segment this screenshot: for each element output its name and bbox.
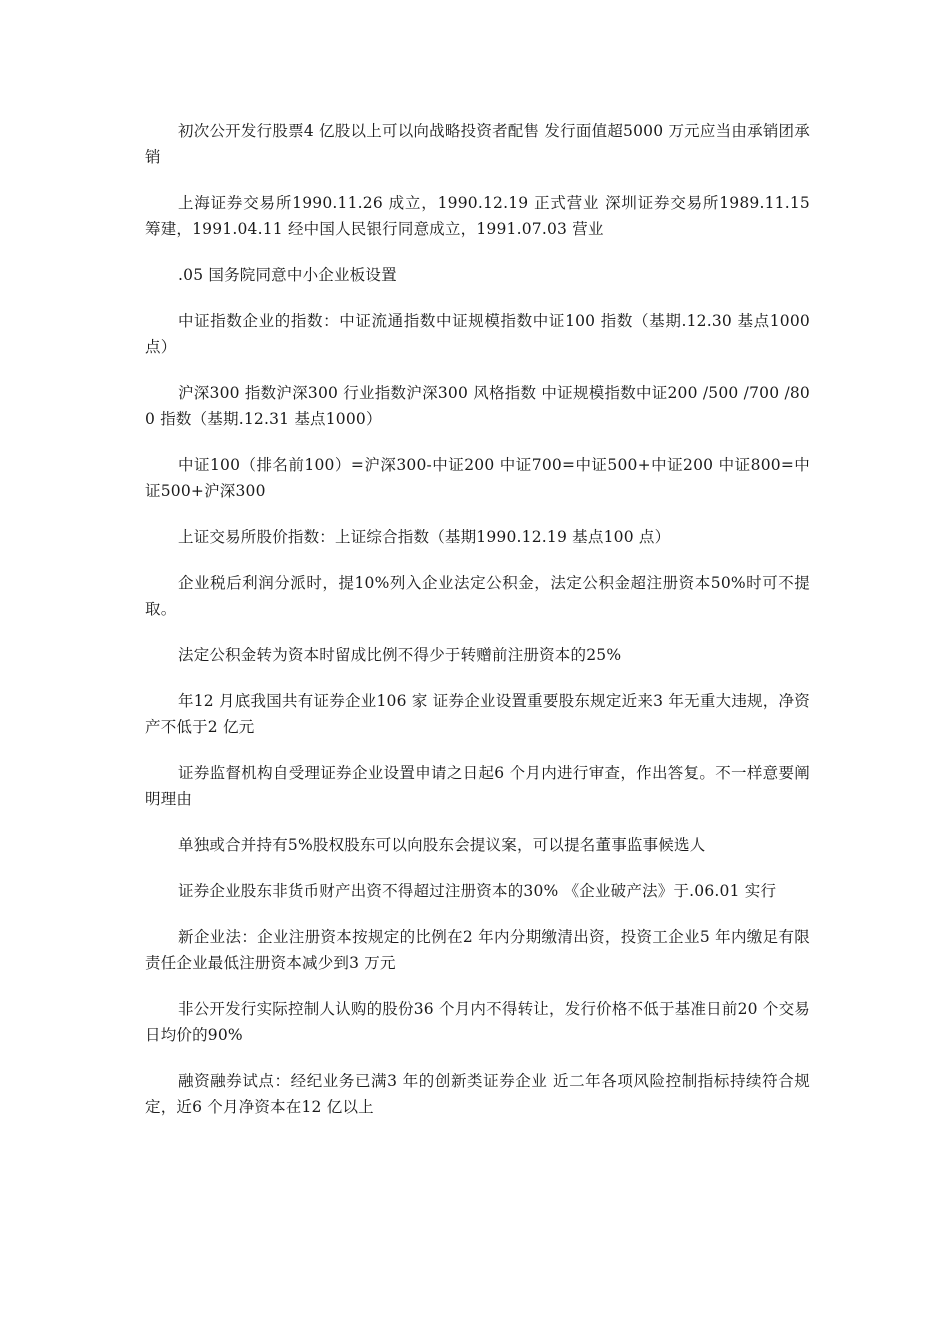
paragraph: 中证100（排名前100）=沪深300-中证200 中证700=中证500+中证200 中证800=中证500+沪深300 [145,456,810,500]
paragraph: 证券企业股东非货币财产出资不得超过注册资本的30% 《企业破产法》于.06.01 实行 [178,882,777,900]
paragraph: 沪深300 指数沪深300 行业指数沪深300 风格指数 中证规模指数中证200 /500 /700 /800 指数（基期.12.31 基点1000） [145,384,810,428]
paragraph: 中证指数企业的指数：中证流通指数中证规模指数中证100 指数（基期.12.30 基点1000 点） [145,312,810,356]
paragraph: 法定公积金转为资本时留成比例不得少于转赠前注册资本的25% [178,646,622,664]
paragraph: 证券监督机构自受理证券企业设置申请之日起6 个月内进行审查，作出答复。不一样意要阐明理由 [145,764,810,808]
paragraph: 企业税后利润分派时，提10%列入企业法定公积金，法定公积金超注册资本50%时可不提取。 [145,574,810,618]
paragraph: 初次公开发行股票4 亿股以上可以向战略投资者配售 发行面值超5000 万元应当由承销团承销 [145,122,810,166]
paragraph: 年12 月底我国共有证券企业106 家 证券企业设置重要股东规定近来3 年无重大违规，净资产不低于2 亿元 [145,692,810,736]
document-body [145,118,810,1140]
paragraph: 新企业法：企业注册资本按规定的比例在2 年内分期缴清出资，投资工企业5 年内缴足有限责任企业最低注册资本减少到3 万元 [145,928,810,972]
paragraph: 上证交易所股价指数：上证综合指数（基期1990.12.19 基点100 点） [178,528,671,546]
paragraph: 融资融券试点：经纪业务已满3 年的创新类证券企业 近二年各项风险控制指标持续符合规定，近6 个月净资本在12 亿以上 [145,1072,810,1116]
paragraph: 上海证券交易所1990.11.26 成立，1990.12.19 正式营业 深圳证券交易所1989.11.15 筹建，1991.04.11 经中国人民银行同意成立，1991.07.03 营业 [145,194,810,238]
paragraph: .05 国务院同意中小企业板设置 [178,266,397,284]
paragraph: 单独或合并持有5%股权股东可以向股东会提议案，可以提名董事监事候选人 [178,836,706,854]
paragraph: 非公开发行实际控制人认购的股份36 个月内不得转让，发行价格不低于基准日前20 个交易日均价的90% [145,1000,810,1044]
